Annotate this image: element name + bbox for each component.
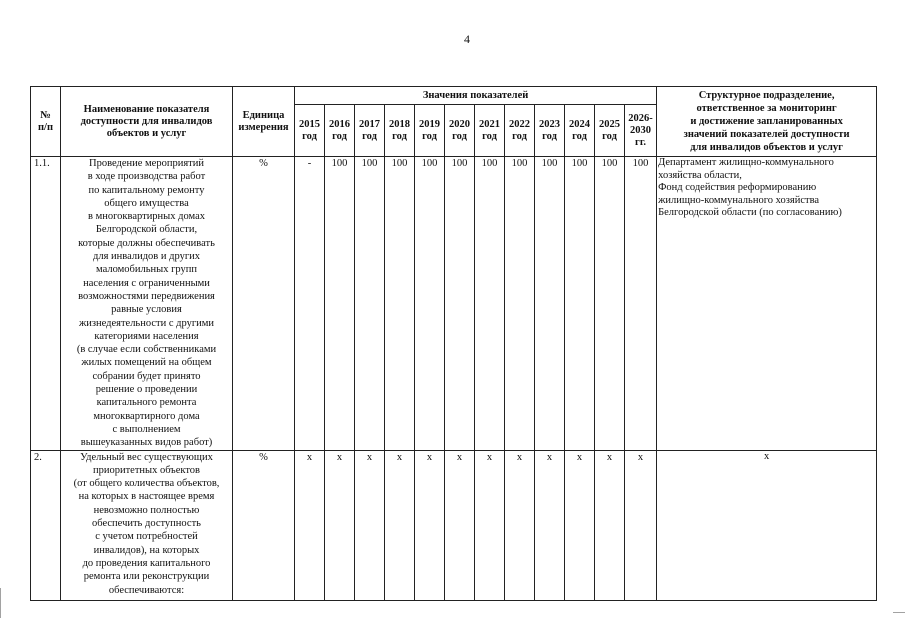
header-year: 2025 год xyxy=(595,105,625,157)
header-year: 2021 год xyxy=(475,105,505,157)
header-number: № п/п xyxy=(31,87,61,157)
indicator-value: - xyxy=(295,157,325,451)
table-row xyxy=(31,157,877,451)
indicator-value: x xyxy=(565,450,595,600)
header-unit: Единица измерения xyxy=(233,87,295,157)
indicator-value: 100 xyxy=(475,157,505,451)
indicator-value: 100 xyxy=(625,157,657,451)
header-year: 2024 год xyxy=(565,105,595,157)
indicator-value: x xyxy=(295,450,325,600)
header-year: 2018 год xyxy=(385,105,415,157)
header-responsible: Структурное подразделение, ответственное за мониторинг и достижение запланированных значений показателей доступности для инвалидов объектов и услуг xyxy=(657,87,877,157)
indicator-value: x xyxy=(475,450,505,600)
indicator-value: x xyxy=(385,450,415,600)
header-year: 2016 год xyxy=(325,105,355,157)
indicators-table xyxy=(30,86,877,601)
indicator-value: x xyxy=(505,450,535,600)
unit-of-measure: % xyxy=(233,450,295,600)
indicator-value: 100 xyxy=(565,157,595,451)
responsible-department: Департамент жилищно-коммунального хозяйства области, Фонд содействия реформированию жилищно-коммунального хозяйства Белгородской области (по согласованию) xyxy=(657,157,877,451)
indicator-value: x xyxy=(415,450,445,600)
indicator-value: 100 xyxy=(385,157,415,451)
indicator-value: x xyxy=(325,450,355,600)
indicator-value: 100 xyxy=(415,157,445,451)
header-year: 2023 год xyxy=(535,105,565,157)
unit-of-measure: % xyxy=(233,157,295,451)
indicator-value: 100 xyxy=(355,157,385,451)
indicator-value: x xyxy=(625,450,657,600)
indicator-value: x xyxy=(535,450,565,600)
indicator-value: 100 xyxy=(505,157,535,451)
indicator-name: Удельный вес существующих приоритетных объектов (от общего количества объектов, на которых в настоящее время невозможно полностью обеспечить доступность с учетом потребностей инвалидов), на которых до проведения капитального ремонта или реконструкции обеспечиваются: xyxy=(61,450,233,600)
scan-edge-mark xyxy=(0,588,1,618)
row-number: 1.1. xyxy=(31,157,61,451)
indicator-value: 100 xyxy=(535,157,565,451)
scan-edge-mark xyxy=(893,612,905,613)
indicator-value: x xyxy=(355,450,385,600)
indicator-value: 100 xyxy=(325,157,355,451)
header-year: 2022 год xyxy=(505,105,535,157)
indicator-value: x xyxy=(595,450,625,600)
indicator-value: 100 xyxy=(595,157,625,451)
header-year: 2017 год xyxy=(355,105,385,157)
header-year: 2020 год xyxy=(445,105,475,157)
header-year-range: 2026- 2030 гг. xyxy=(625,105,657,157)
responsible-department: x xyxy=(657,450,877,600)
header-year: 2019 год xyxy=(415,105,445,157)
indicator-value: 100 xyxy=(445,157,475,451)
indicator-value: x xyxy=(445,450,475,600)
table-row xyxy=(31,450,877,600)
indicator-name: Проведение мероприятий в ходе производства работ по капитальному ремонту общего имущества в многоквартирных домах Белгородской области, которые должны обеспечивать для инвалидов и других маломобильных групп населения с ограниченными возможностями передвижения равные условия жизнедеятельности с другими категориями населения (в случае если собственниками жилых помещений на общем собрании будет принято решение о проведении капитального ремонта многоквартирного дома с выполнением вышеуказанных видов работ) xyxy=(61,157,233,451)
page-number: 4 xyxy=(464,32,470,46)
header-values-group: Значения показателей xyxy=(295,87,657,105)
header-indicator-name: Наименование показателя доступности для инвалидов объектов и услуг xyxy=(61,87,233,157)
header-year: 2015 год xyxy=(295,105,325,157)
row-number: 2. xyxy=(31,450,61,600)
